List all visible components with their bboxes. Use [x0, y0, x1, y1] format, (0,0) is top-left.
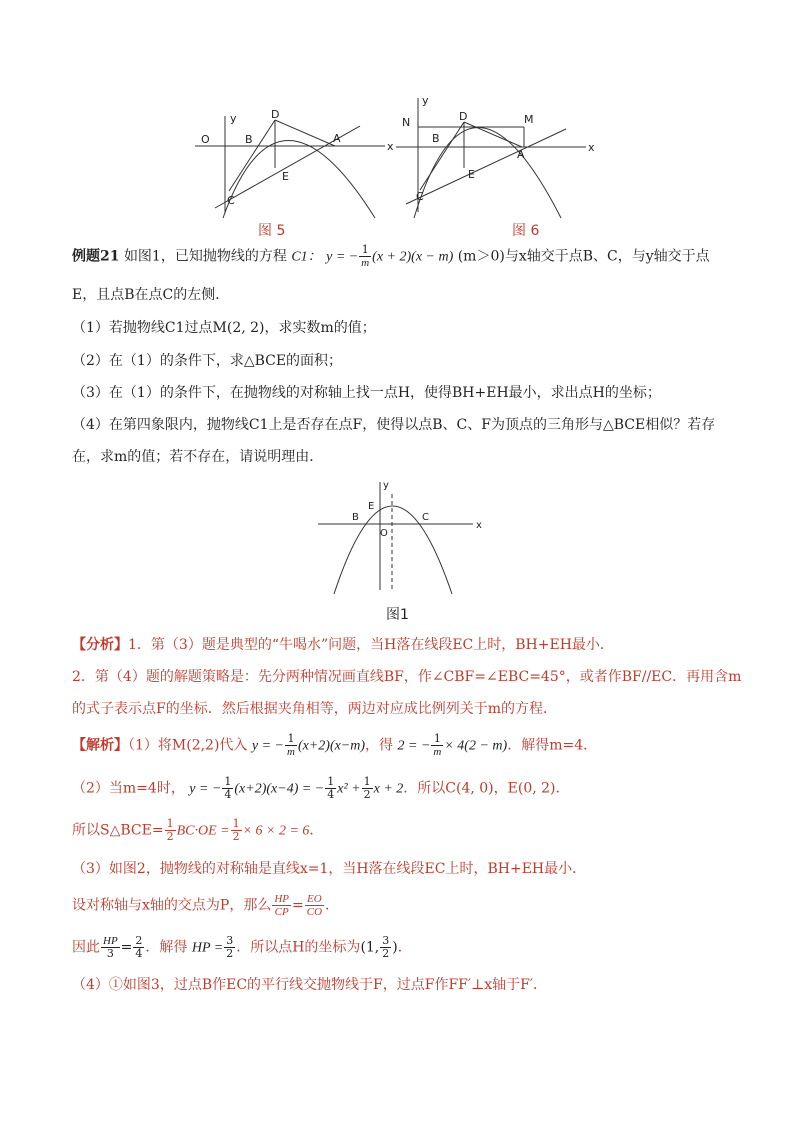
fraction — [380, 935, 391, 960]
solution-line-7: （4）①如图3，过点B作EC的平行线交抛物线于F，过点F作FF′⊥x轴于F′． — [72, 977, 548, 993]
problem-line-1 — [72, 244, 753, 269]
label-m: M — [524, 113, 534, 126]
equation-rhs: (x + 2)(x − m) — [372, 249, 454, 265]
label-y: y — [422, 94, 429, 107]
analysis-line-2: 2．第（4）题的解题策略是：先分两种情况画直线BF，作∠CBF=∠EBC=45°，或者作BF//EC．再用含m — [72, 669, 742, 685]
frac-den: 2 — [363, 788, 371, 801]
label-o: O — [380, 528, 388, 539]
frac-num: 1 — [232, 817, 240, 830]
sol2-eq-mid2: x² + — [337, 781, 361, 797]
segment-dc — [229, 120, 275, 191]
figure-1 — [318, 478, 488, 600]
frac-den: 2 — [232, 830, 240, 843]
sol1-text-c: ．解得m=4． — [507, 737, 598, 754]
label-e: E — [368, 501, 375, 512]
solution-line-2 — [72, 776, 753, 801]
figure-6 — [396, 92, 606, 220]
sol2-eq-tail: x + 2 — [373, 781, 404, 797]
analysis-text-1: 1．第（3）题是典型的“牛喝水”问题，当H落在线段EC上时，BH+EH最小． — [128, 637, 614, 653]
label-c: C — [422, 512, 429, 523]
analysis-line-3: 的式子表示点F的坐标．然后根据夹角相等，两边对应成比例列关于m的方程． — [72, 701, 557, 717]
fraction — [222, 776, 233, 801]
sol1-eq-tail: (x+2)(x−m) — [297, 738, 366, 754]
label-x: x — [387, 140, 394, 153]
segment-da — [464, 122, 522, 147]
sol3-tail: × 6 × 2 = 6 — [242, 823, 310, 839]
frac-num: 3 — [382, 934, 390, 947]
sol2-eq-mid: (x+2)(x−4) = − — [234, 781, 325, 797]
frac-num: 1 — [431, 733, 443, 746]
frac-num: HP — [274, 893, 289, 905]
figure-1-caption: 图1 — [386, 607, 409, 623]
sol1-text-b: ，得 — [365, 737, 394, 754]
label-c: C — [416, 190, 424, 203]
problem-c1: C1： — [291, 249, 322, 265]
fraction — [431, 733, 443, 758]
problem-line-2: E，且点B在点C的左侧． — [72, 287, 230, 303]
label-e: E — [468, 168, 475, 181]
sol6-text-c: ．所以点H的坐标为 — [236, 939, 361, 956]
sol2-eq: y = − — [189, 781, 222, 797]
frac-den: m — [361, 257, 370, 269]
frac-den: 2 — [382, 947, 390, 960]
frac-den: 2 — [226, 947, 234, 960]
fraction — [285, 733, 297, 758]
frac-den: CP — [274, 906, 289, 918]
solution-line-6 — [72, 935, 753, 960]
fraction — [362, 776, 373, 801]
parabola — [223, 141, 375, 219]
label-y: y — [230, 112, 237, 125]
figure-6-caption: 图 6 — [512, 223, 540, 239]
sol3-text: 所以S△BCE= — [72, 822, 164, 839]
question-1: （1）若抛物线C1过点M(2, 2)，求实数m的值； — [72, 320, 376, 336]
label-x: x — [476, 520, 482, 531]
sol6-text: 因此 — [72, 939, 100, 956]
frac-num: 1 — [224, 775, 232, 788]
label-n: N — [402, 116, 411, 129]
solution-line-3 — [72, 818, 753, 843]
frac-den: 4 — [327, 788, 335, 801]
fraction — [224, 935, 235, 960]
label-b: B — [432, 132, 440, 145]
frac-den: 4 — [224, 788, 232, 801]
problem-condition: (m＞0)与x轴交于点B、C，与y轴交于点 — [457, 248, 710, 265]
label-b: B — [352, 512, 359, 523]
frac-num: 1 — [363, 775, 371, 788]
solution-line-1 — [72, 733, 753, 758]
fraction — [231, 818, 242, 843]
frac-num: 2 — [135, 934, 143, 947]
figure-5-caption: 图 5 — [258, 223, 286, 239]
sol6-text-b: ．解得 — [145, 939, 188, 956]
sol6-point-end: ) — [392, 939, 398, 956]
fraction — [101, 935, 120, 960]
fraction — [359, 244, 371, 269]
analysis-line-1 — [72, 634, 753, 656]
frac-num: 3 — [226, 934, 234, 947]
sol3-mid: BC·OE = — [176, 823, 230, 839]
question-2: （2）在（1）的条件下，求△BCE的面积； — [72, 353, 343, 369]
line-ca — [406, 129, 566, 204]
problem-label: 例题21 — [72, 248, 120, 265]
sol6-hp: HP = — [191, 940, 224, 956]
fraction — [325, 776, 336, 801]
frac-num: EO — [305, 893, 324, 906]
sol5-eq: = — [292, 897, 304, 914]
frac-den: 3 — [106, 947, 114, 960]
sol6-end: ． — [397, 939, 412, 956]
frac-den: 2 — [166, 830, 174, 843]
problem-intro: 如图1，已知抛物线的方程 — [123, 248, 287, 265]
figure-5 — [195, 108, 395, 220]
fraction — [165, 818, 176, 843]
solution-tag: 【解析】 — [72, 737, 128, 754]
solution-line-5 — [72, 893, 753, 918]
label-a: A — [333, 132, 341, 145]
label-b: B — [245, 133, 253, 146]
sol3-end: ． — [309, 822, 324, 839]
sol1-eq2-tail: × 4(2 − m) — [444, 738, 508, 754]
sol6-eq: = — [120, 939, 133, 956]
label-e: E — [282, 170, 289, 183]
fraction — [133, 935, 144, 960]
frac-num: 1 — [166, 817, 174, 830]
fraction — [305, 893, 324, 918]
sol1-eq2: 2 = − — [397, 738, 431, 754]
frac-num: HP — [103, 935, 118, 947]
question-4-line-2: 在，求m的值；若不存在，请说明理由． — [72, 449, 324, 465]
question-4-line-1: （4）在第四象限内，抛物线C1上是否存在点F，使得以点B、C、F为顶点的三角形与△BCE相似？若存 — [72, 417, 716, 433]
label-c: C — [227, 194, 235, 207]
label-o: O — [201, 133, 210, 146]
sol5-end: ． — [325, 897, 340, 914]
question-3: （3）在（1）的条件下，在抛物线的对称轴上找一点H，使得BH+EH最小，求出点H的坐标； — [72, 385, 661, 401]
frac-num: 1 — [327, 775, 335, 788]
frac-num: 1 — [285, 733, 297, 746]
analysis-tag: 【分析】 — [72, 637, 128, 653]
sol2-text-b: ．所以C(4, 0)，E(0, 2)． — [403, 780, 570, 797]
frac-den: m — [433, 746, 442, 758]
sol5-text: 设对称轴与x轴的交点为P，那么 — [72, 897, 272, 914]
sol2-text: （2）当m=4时， — [72, 780, 185, 797]
sol1-eq: y = − — [251, 738, 284, 754]
label-d: D — [459, 110, 468, 123]
segment-da — [275, 120, 335, 146]
label-a: A — [517, 148, 525, 161]
fraction — [272, 893, 291, 918]
sol6-point: (1, — [360, 939, 380, 956]
solution-line-4: （3）如图2，抛物线的对称轴是直线x=1，当H落在线段EC上时，BH+EH最小． — [72, 861, 587, 877]
frac-num: 1 — [359, 244, 371, 257]
sol1-text: （1）将M(2,2)代入 — [128, 737, 248, 754]
frac-den: CO — [306, 906, 323, 918]
frac-den: m — [287, 746, 295, 758]
label-x: x — [588, 141, 595, 154]
frac-den: 4 — [135, 947, 143, 960]
label-y: y — [383, 480, 389, 491]
equation-lhs: y = − — [326, 249, 359, 265]
label-d: D — [271, 108, 280, 121]
